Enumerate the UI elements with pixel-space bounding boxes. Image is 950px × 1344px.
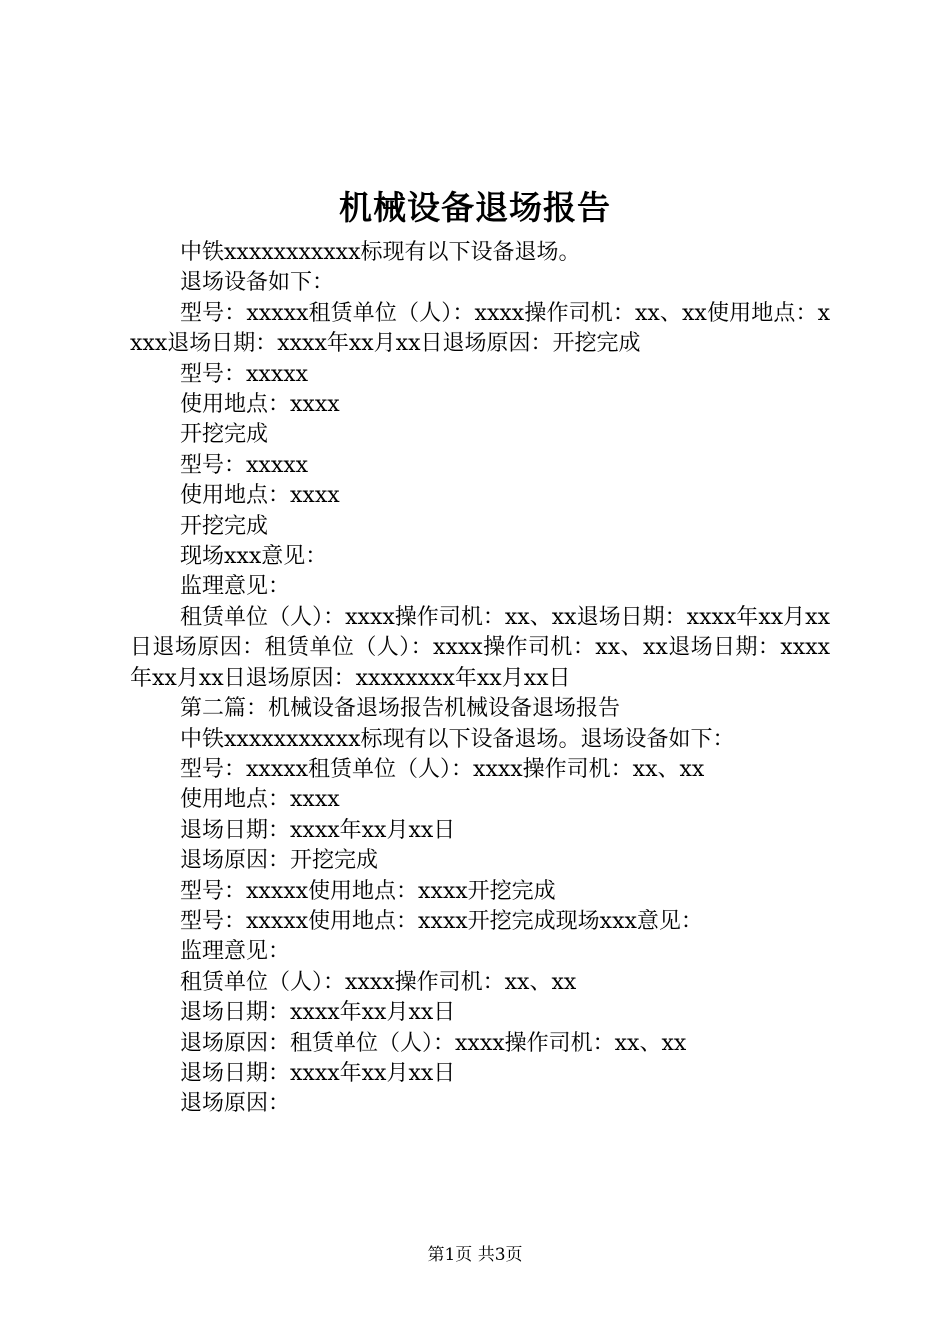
paragraph: 第二篇：机械设备退场报告机械设备退场报告 [180, 696, 621, 722]
paragraph: 租赁单位（人）：xxxx操作司机：xx、xx [180, 969, 577, 995]
paragraph: 型号：xxxxx使用地点：xxxx开挖完成现场xxx意见： [180, 908, 703, 934]
paragraph: 开挖完成 [180, 422, 269, 448]
paragraph: 型号：xxxxx租赁单位（人）：xxxx操作司机：xx、xx使用地点：xxxx退场日期：xxxx年xx月xx日退场原因：开挖完成 [130, 300, 830, 357]
paragraph: 中铁xxxxxxxxxxx标现有以下设备退场。退场设备如下： [180, 726, 735, 752]
paragraph: 现场xxx意见： [180, 544, 328, 570]
paragraph: 中铁xxxxxxxxxxx标现有以下设备退场。 [180, 240, 581, 265]
page-number-footer: 第1页 共3页 [427, 1245, 523, 1265]
paragraph: 型号：xxxxx租赁单位（人）：xxxx操作司机：xx、xx [180, 756, 705, 782]
paragraph: 监理意见： [180, 939, 291, 965]
paragraph: 退场原因：开挖完成 [180, 848, 379, 874]
paragraph: 型号：xxxxx [180, 361, 309, 387]
paragraph: 使用地点：xxxx [180, 787, 340, 813]
paragraph: 使用地点：xxxx [180, 483, 340, 509]
paragraph: 租赁单位（人）：xxxx操作司机：xx、xx退场日期：xxxx年xx月xx日退场原因：租赁单位（人）：xxxx操作司机：xx、xx退场日期：xxxx年xx月xx日退场原因：xxxxxxxx年xx月xx日 [130, 604, 830, 691]
paragraph: 退场原因：租赁单位（人）：xxxx操作司机：xx、xx [180, 1030, 687, 1056]
paragraph: 监理意见： [180, 574, 291, 600]
paragraph: 型号：xxxxx使用地点：xxxx开挖完成 [180, 878, 556, 904]
paragraph: 退场设备如下： [180, 270, 335, 296]
paragraph: 型号：xxxxx [180, 452, 309, 478]
paragraph: 退场原因： [180, 1091, 291, 1117]
document-body [130, 238, 830, 1120]
paragraph: 使用地点：xxxx [180, 392, 340, 418]
paragraph: 退场日期：xxxx年xx月xx日 [180, 817, 456, 843]
paragraph: 退场日期：xxxx年xx月xx日 [180, 1060, 456, 1086]
document-title: 机械设备退场报告 [339, 188, 611, 227]
paragraph: 开挖完成 [180, 513, 269, 539]
paragraph: 退场日期：xxxx年xx月xx日 [180, 1000, 456, 1026]
